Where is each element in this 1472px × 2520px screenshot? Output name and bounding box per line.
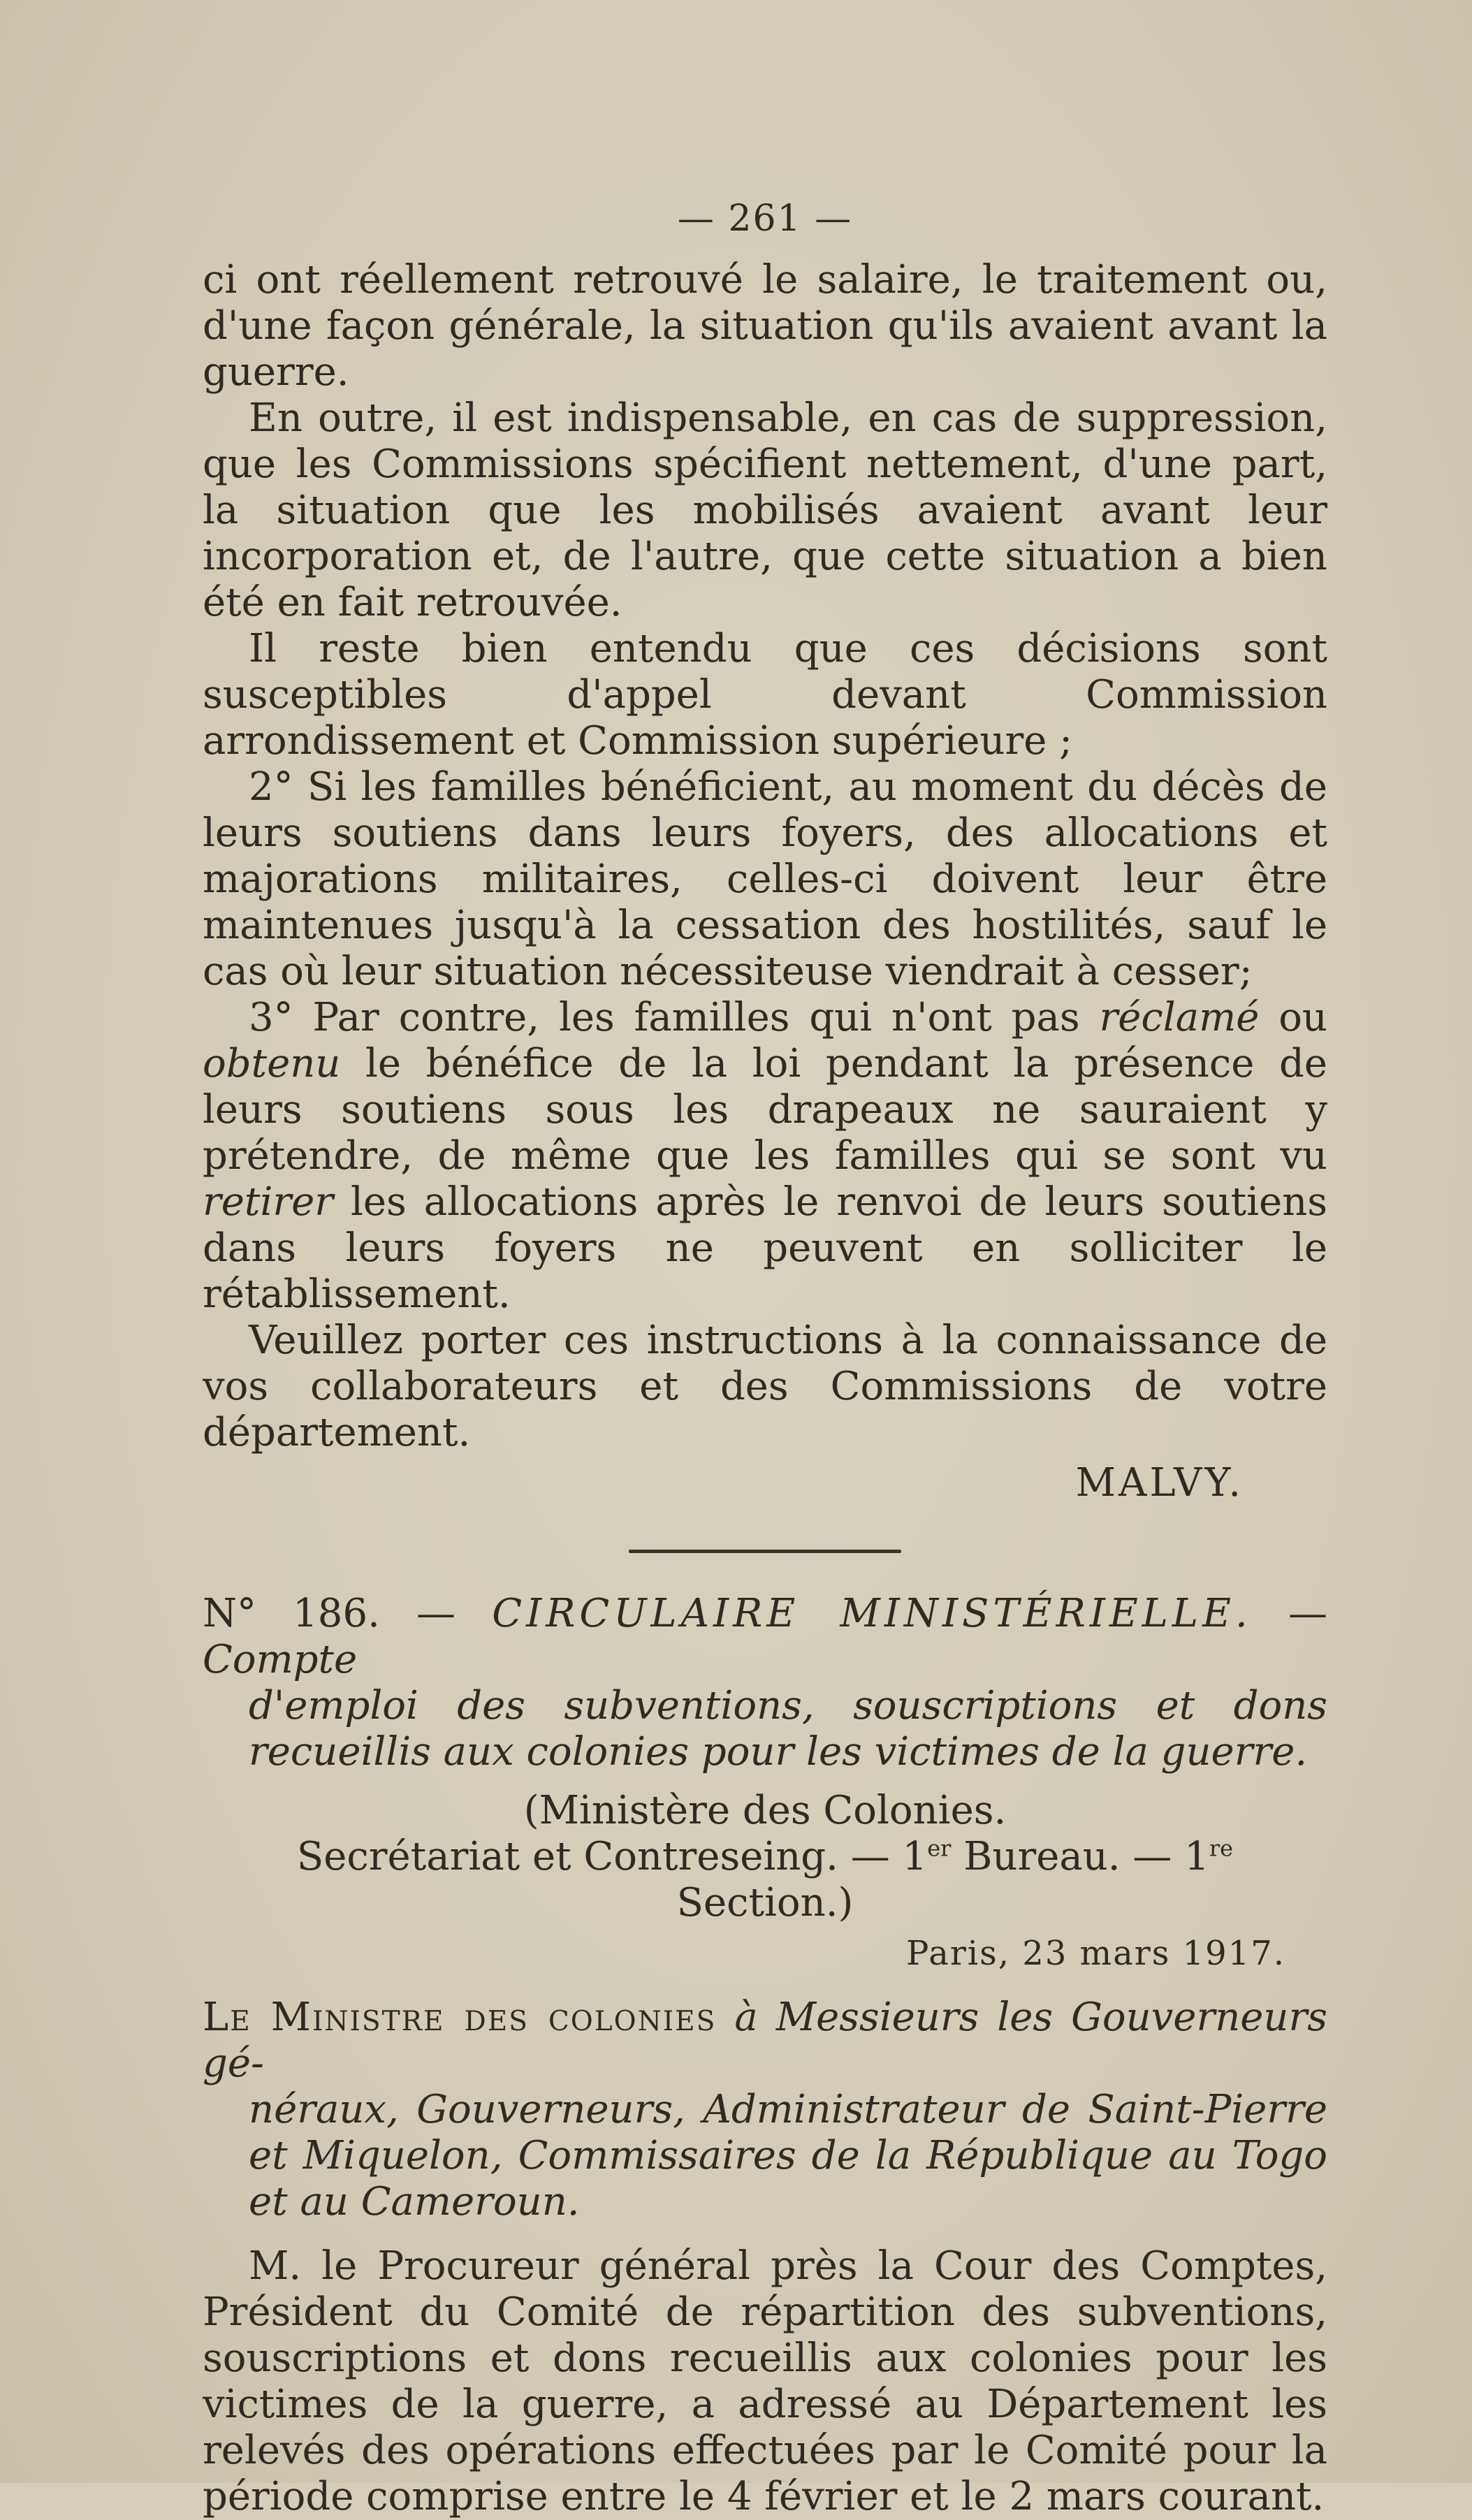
paragraph-point-3	[203, 995, 1327, 1318]
page-number: — 261 —	[677, 198, 853, 240]
word-retirer: retirer	[203, 1179, 334, 1225]
section-divider	[629, 1550, 901, 1553]
point-3-prefix: 3° Par contre, les familles qui n'ont pas	[249, 995, 1100, 1040]
circular-date: Paris, 23 mars 1917.	[906, 1934, 1285, 1973]
word-reclame: réclamé	[1099, 995, 1260, 1040]
signature: MALVY.	[1075, 1460, 1244, 1506]
superscript-re: re	[1209, 1835, 1234, 1862]
addressee-continued: néraux, Gouverneurs, Administrateur de Saint-Pierre et Miquelon, Commissaires de la République au Togo et au Cameroun.	[249, 2087, 1327, 2224]
circular-number: N° 186.	[203, 1591, 380, 1636]
word-obtenu: obtenu	[203, 1041, 341, 1086]
circular-subject-first: Compte	[203, 1637, 358, 1682]
ministry-line-2-mid: Bureau. — 1	[951, 1834, 1209, 1879]
addressee-lead: Le Ministre des colonies	[203, 1995, 717, 2040]
circular-dash-1: —	[379, 1591, 493, 1636]
circular-dash-2: —	[1251, 1591, 1327, 1636]
point-3-middle: le bénéfice de la loi pendant la présence de leurs soutiens sous les drapeaux ne sauraient y prétendre, de même que les familles qui se sont vu	[203, 1041, 1327, 1179]
paragraph-appeal: Il reste bien entendu que ces décisions sont susceptibles d'appel devant Commission arrondissement et Commission supérieure ;	[203, 626, 1327, 764]
paragraph-closing: Veuillez porter ces instructions à la connaissance de vos collaborateurs et des Commissions de votre département.	[203, 1318, 1327, 1455]
ministry-line-1: (Ministère des Colonies.	[523, 1788, 1007, 1833]
ministry-line-2-pre: Secrétariat et Contreseing. — 1	[296, 1834, 928, 1879]
addressee	[203, 1995, 1327, 2087]
paragraph-point-2: 2° Si les familles bénéficient, au moment du décès de leurs soutiens dans leurs foyers, des allocations et majorations militaires, celles-ci doivent leur être maintenues jusqu'à la cessation des hostilités, sauf le cas où leur situation nécessiteuse viendrait à cesser;	[203, 764, 1327, 994]
word-ou: ou	[1259, 995, 1327, 1040]
point-3-suffix: les allocations après le renvoi de leurs soutiens dans leurs foyers ne peuvent en solliciter le rétablissement.	[203, 1179, 1327, 1317]
paragraph-suppression: En outre, il est indispensable, en cas de suppression, que les Commissions spécifient nettement, d'une part, la situation que les mobilisés avaient avant leur incorporation et, de l'autre, que cette situation a bien été en fait retrouvée.	[203, 395, 1327, 625]
paragraph-procureur: M. le Procureur général près la Cour des Comptes, Président du Comité de répartition des subventions, souscriptions et dons recueillis aux colonies pour les victimes de la guerre, a adressé au Département les relevés des opérations effectuées par le Comité pour la période comprise entre le 4 février et le 2 mars courant.	[203, 2243, 1327, 2519]
circular-subject: d'emploi des subventions, souscriptions et dons recueillis aux colonies pour les victimes de la guerre.	[249, 1683, 1327, 1775]
addressee-to: à Messieurs les Gouverneurs gé-	[203, 1995, 1327, 2086]
circular-heading	[203, 1591, 1327, 1683]
page-content	[203, 196, 1327, 2520]
ministry-line-2-post: Section.)	[676, 1880, 854, 1925]
paragraph-continuation: ci ont réellement retrouvé le salaire, le traitement ou, d'une façon générale, la situation qu'ils avaient avant la guerre.	[203, 257, 1327, 395]
superscript-er: er	[927, 1835, 952, 1862]
ministry-line-2	[203, 1834, 1327, 1926]
circular-type: CIRCULAIRE MINISTÉRIELLE.	[492, 1591, 1252, 1636]
